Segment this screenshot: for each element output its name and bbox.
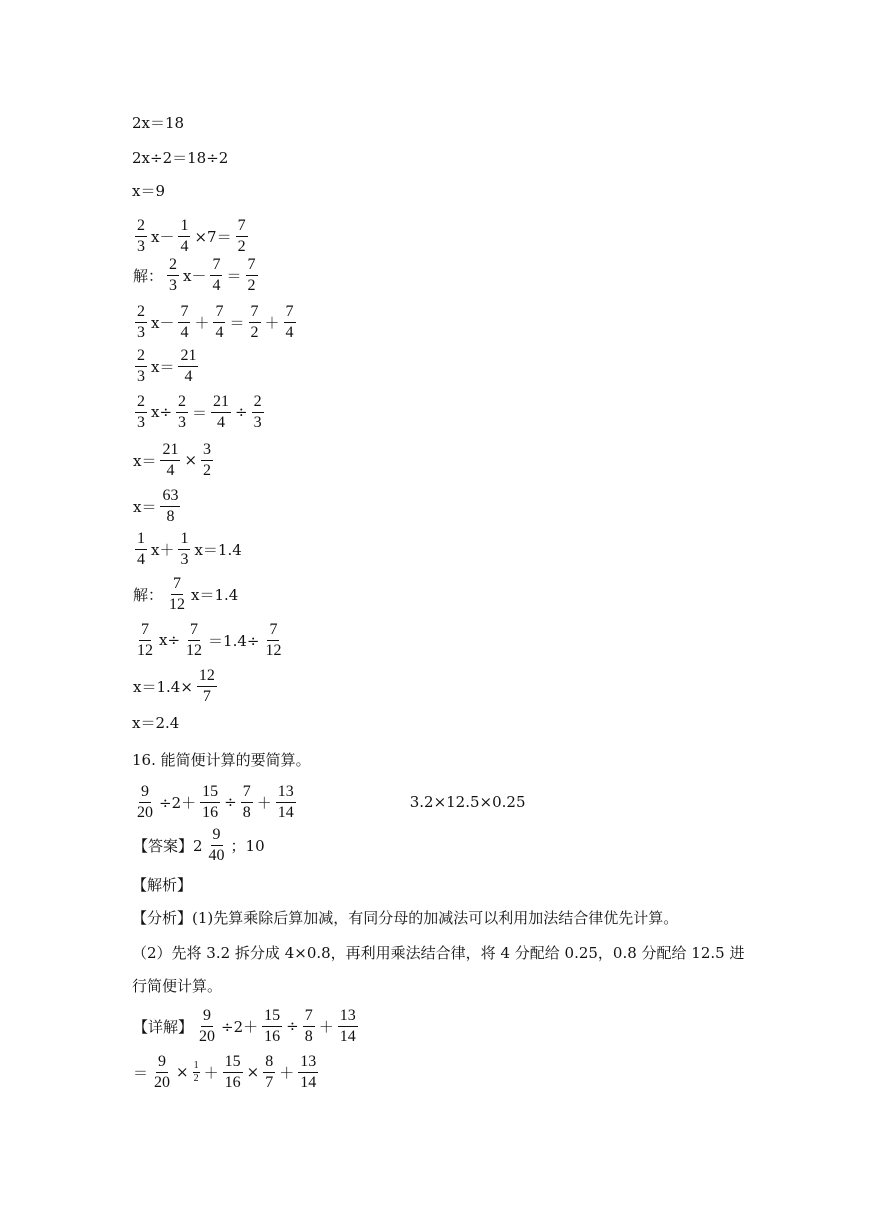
text-segment: x＝: [133, 497, 157, 516]
fraction: [176, 394, 188, 431]
fraction-denominator: 16: [202, 803, 219, 821]
fraction: [303, 1008, 315, 1045]
fraction: [152, 1054, 172, 1091]
fraction-numerator: 7: [210, 257, 222, 276]
fraction: [178, 218, 190, 255]
fraction: [236, 218, 248, 255]
fraction-denominator: 16: [264, 1027, 281, 1045]
text-segment: 【答案】2: [133, 836, 203, 855]
text-segment: x＝1.4: [194, 540, 242, 559]
fraction-numerator: 2: [135, 394, 147, 413]
text-segment: ＝: [229, 313, 245, 332]
fraction-denominator: 3: [137, 237, 145, 255]
fraction-numerator: 2: [252, 394, 264, 413]
fraction-denominator: 4: [137, 550, 145, 568]
fraction-numerator: 15: [262, 1008, 282, 1027]
text-segment: ÷: [235, 403, 248, 421]
fraction: [211, 394, 231, 431]
fraction-numerator: 7: [178, 304, 190, 323]
text-segment: ＝: [192, 403, 208, 422]
fraction-denominator: 12: [265, 641, 282, 659]
text-segment: x÷: [159, 631, 181, 649]
text-segment: 解：: [133, 266, 164, 285]
fraction-denominator: 4: [215, 323, 224, 341]
text-line: 行简便计算。: [132, 976, 223, 995]
fraction-numerator: 21: [178, 348, 198, 367]
text-segment: ＋: [256, 793, 272, 812]
fraction-numerator: 1: [178, 531, 190, 550]
text-segment: x＝: [151, 357, 175, 376]
fraction-denominator: 4: [180, 237, 189, 255]
fraction-denominator: 2: [193, 1072, 199, 1084]
text-segment: x－: [151, 227, 175, 246]
fraction-denominator: 3: [178, 413, 187, 431]
fraction-denominator: 12: [169, 595, 186, 613]
text-line: 2x＝18: [132, 113, 185, 132]
fraction: [135, 304, 147, 341]
fraction: [197, 668, 217, 705]
text-line: [132, 529, 243, 569]
fraction-denominator: 2: [203, 461, 212, 479]
text-line: （2）先将 3.2 拆分成 4×0.8，再利用乘法结合律，将 4 分配给 0.25，0.8 分配给 12.5 进: [132, 943, 745, 962]
fraction-denominator: 3: [180, 550, 189, 568]
fraction-denominator: 2: [247, 276, 256, 294]
text-segment: x－: [151, 313, 175, 332]
fraction: [210, 257, 222, 294]
fraction-denominator: 20: [154, 1073, 171, 1091]
text-segment: ÷2＋: [221, 1017, 259, 1036]
fraction: [135, 394, 147, 431]
text-line: x＝2.4: [132, 713, 180, 732]
fraction-numerator: 2: [135, 348, 147, 367]
fraction-denominator: 4: [217, 413, 226, 431]
fraction: [213, 304, 225, 341]
fraction-numerator: 7: [139, 622, 151, 641]
fraction-numerator: 2: [176, 394, 188, 413]
fraction-numerator: 13: [298, 1054, 318, 1073]
fraction-denominator: 2: [250, 323, 259, 341]
fraction: [178, 304, 190, 341]
fraction: [178, 348, 198, 385]
fraction-denominator: 20: [199, 1027, 216, 1045]
text-line: x＝9: [132, 181, 166, 200]
text-line: [132, 1006, 361, 1046]
fraction-numerator: 21: [160, 442, 180, 461]
fraction-numerator: 7: [249, 304, 261, 323]
fraction-denominator: 12: [186, 641, 203, 659]
fraction-numerator: 7: [171, 576, 183, 595]
text-segment: x＋: [151, 540, 175, 559]
fraction-denominator: 3: [137, 367, 145, 385]
text-segment: ＋: [279, 1063, 295, 1082]
fraction: [298, 1054, 318, 1091]
fraction-numerator: 7: [284, 304, 296, 323]
text-segment: x＝1.4: [191, 585, 239, 604]
fraction-numerator: 2: [135, 218, 147, 237]
text-line: [132, 346, 201, 386]
text-line: [132, 255, 261, 295]
text-segment: ×: [176, 1063, 189, 1081]
fraction: [178, 531, 190, 568]
fraction: [135, 218, 147, 255]
fraction-denominator: 4: [285, 323, 294, 341]
fraction-denominator: 8: [166, 507, 175, 525]
fraction: [201, 442, 213, 479]
text-segment: ；10: [230, 836, 265, 855]
text-segment: ×7＝: [194, 227, 232, 246]
text-line: 【分析】(1)先算乘除后算加减，有同分母的加减法可以利用加法结合律优先计算。: [132, 908, 679, 927]
fraction-denominator: 20: [137, 803, 153, 821]
text-segment: ÷: [286, 1017, 299, 1035]
fraction-numerator: 7: [241, 784, 253, 803]
fraction-numerator: 63: [160, 488, 180, 507]
fraction-denominator: 7: [202, 687, 211, 705]
fraction-numerator: 9: [211, 827, 223, 846]
fraction-denominator: 4: [180, 323, 189, 341]
fraction-numerator: 21: [211, 394, 231, 413]
text-line: [132, 440, 216, 480]
fraction: [167, 257, 179, 294]
fraction: [135, 622, 155, 659]
text-line: [132, 392, 267, 432]
text-segment: x＝1.4×: [133, 677, 193, 696]
fraction-denominator: 3: [169, 276, 178, 294]
fraction: [263, 1054, 275, 1091]
text-segment: ＝: [133, 1063, 149, 1082]
fraction: [160, 488, 180, 525]
fraction-numerator: 12: [197, 668, 217, 687]
fraction: [200, 784, 220, 821]
fraction-numerator: 2: [167, 257, 179, 276]
fraction: [184, 622, 204, 659]
fraction-denominator: 3: [137, 413, 145, 431]
text-segment: ＝: [226, 266, 242, 285]
text-line: [132, 486, 183, 526]
fraction: [276, 784, 296, 821]
fraction-numerator: 7: [188, 622, 200, 641]
text-segment: x－: [183, 266, 207, 285]
fraction-numerator: 2: [135, 304, 147, 323]
fraction-numerator: 3: [201, 442, 213, 461]
fraction-numerator: 1: [193, 1059, 199, 1071]
fraction: [263, 622, 283, 659]
fraction-denominator: 7: [265, 1073, 274, 1091]
text-segment: ×: [246, 1063, 260, 1081]
fraction-denominator: 4: [212, 276, 221, 294]
text-line: [132, 825, 266, 865]
fraction-numerator: 9: [201, 1008, 213, 1027]
fraction-denominator: 8: [304, 1027, 313, 1045]
fraction-numerator: 1: [135, 531, 147, 550]
fraction-numerator: 9: [156, 1054, 168, 1073]
text-segment: ÷2＋: [159, 793, 197, 812]
text-line: [132, 620, 286, 660]
fraction-denominator: 4: [184, 367, 193, 385]
text-line: [132, 574, 239, 614]
text-segment: 3.2×12.5×0.25: [409, 793, 526, 811]
fraction-numerator: 15: [200, 784, 220, 803]
fraction-denominator: 8: [242, 803, 251, 821]
fraction-numerator: 7: [246, 257, 258, 276]
fraction-numerator: 8: [263, 1054, 275, 1073]
text-segment: x＝: [133, 451, 157, 470]
text-segment: ＋: [264, 313, 280, 332]
text-segment: x÷: [151, 403, 173, 421]
text-line: [132, 216, 251, 256]
text-segment: ÷: [224, 793, 237, 811]
text-segment: ＋: [318, 1017, 334, 1036]
fraction-denominator: 3: [253, 413, 262, 431]
fraction-numerator: 9: [139, 784, 151, 803]
fraction: [252, 394, 264, 431]
fraction-numerator: 13: [276, 784, 296, 803]
fraction-denominator: 3: [137, 323, 145, 341]
fraction: [246, 257, 258, 294]
fraction-denominator: 12: [137, 641, 153, 659]
text-line: [132, 782, 527, 822]
fraction-denominator: 2: [237, 237, 246, 255]
text-segment: ×: [184, 451, 198, 469]
text-line: 2x÷2＝18÷2: [132, 148, 229, 167]
fraction-denominator: 14: [277, 803, 294, 821]
fraction: [135, 531, 147, 568]
fraction: [197, 1008, 217, 1045]
text-line: 16. 能简便计算的要简算。: [132, 750, 311, 769]
fraction-denominator: 14: [339, 1027, 356, 1045]
fraction-numerator: 15: [223, 1054, 243, 1073]
fraction-numerator: 7: [303, 1008, 315, 1027]
fraction-numerator: 1: [178, 218, 190, 237]
text-segment: 【详解】: [133, 1017, 194, 1036]
fraction: [241, 784, 253, 821]
fraction: [135, 784, 155, 821]
text-line: 【解析】: [132, 875, 193, 894]
text-segment: ＋: [203, 1063, 219, 1082]
fraction: [207, 827, 227, 864]
text-line: [132, 666, 220, 706]
fraction-numerator: 13: [338, 1008, 358, 1027]
fraction: [338, 1008, 358, 1045]
fraction-denominator: 14: [300, 1073, 317, 1091]
fraction: [249, 304, 261, 341]
fraction: [223, 1054, 243, 1091]
fraction: [193, 1061, 200, 1084]
text-segment: 解：: [133, 585, 164, 604]
text-line: [132, 1052, 321, 1092]
fraction: [167, 576, 187, 613]
fraction: [284, 304, 296, 341]
fraction-denominator: 40: [208, 846, 225, 864]
text-segment: ＝1.4÷: [208, 631, 260, 650]
fraction: [262, 1008, 282, 1045]
fraction-denominator: 4: [166, 461, 175, 479]
fraction: [135, 348, 147, 385]
fraction-numerator: 7: [267, 622, 279, 641]
text-segment: ＋: [194, 313, 210, 332]
fraction-numerator: 7: [213, 304, 225, 323]
fraction: [160, 442, 180, 479]
fraction-denominator: 16: [224, 1073, 241, 1091]
text-line: [132, 302, 299, 342]
fraction-numerator: 7: [236, 218, 248, 237]
